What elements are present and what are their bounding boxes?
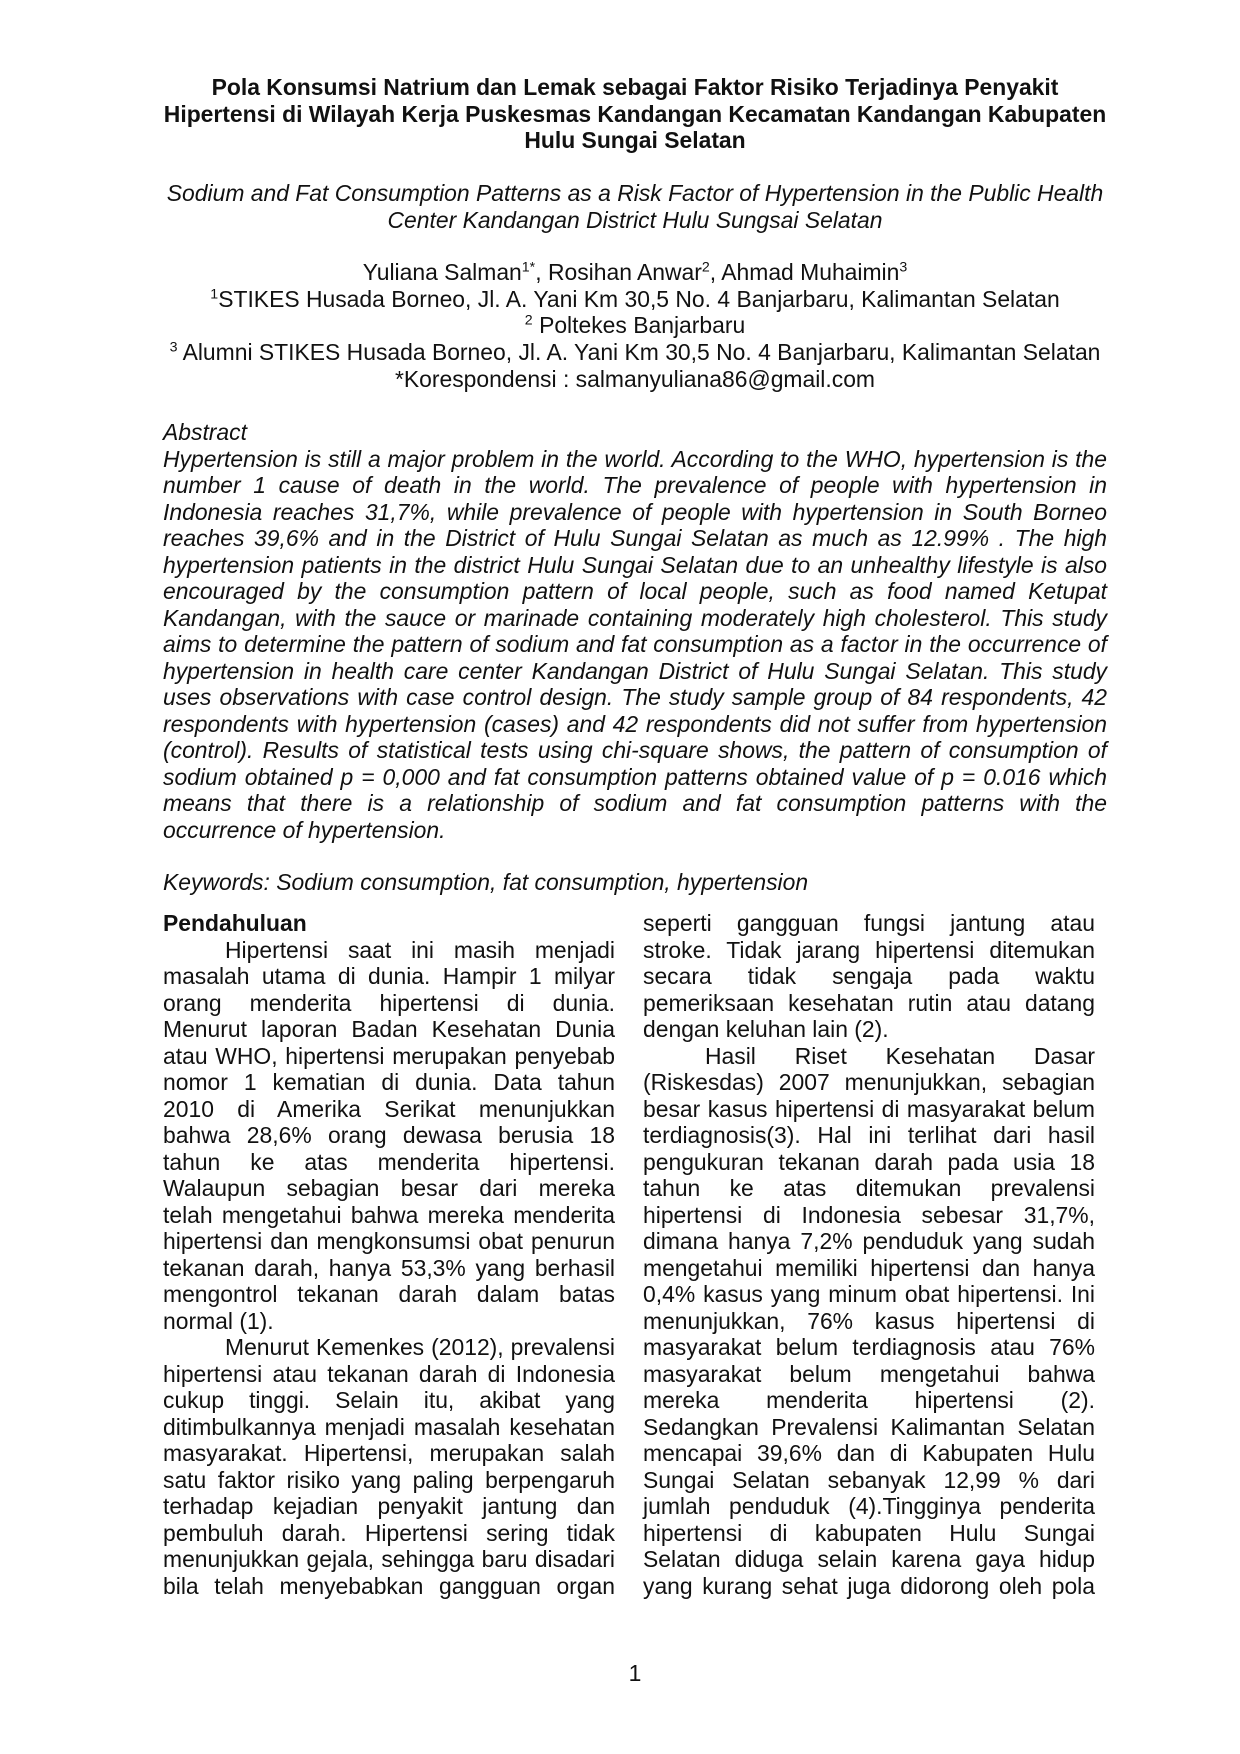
- abstract-line: means that there is a relationship of sodium and fat consumption patterns with the: [163, 790, 1107, 816]
- keywords-block: [163, 869, 1107, 896]
- body-text-line: telah mengetahui bahwa mereka menderita: [163, 1201, 615, 1228]
- body-text-line: dengan keluhan lain (2).: [643, 1016, 889, 1042]
- body-text-line: tahun ke atas ditemukan prevalensi: [643, 1175, 1095, 1201]
- author-name: , Rosihan Anwar: [535, 259, 702, 285]
- abstract-line: aims to determine the pattern of sodium and fat consumption as a factor in the occurrence of: [163, 631, 1107, 657]
- abstract-line: reaches 39,6% and in the District of Hulu Sungai Selatan as much as 12.99% . The high: [163, 525, 1107, 551]
- section-heading: Pendahuluan: [163, 910, 307, 936]
- body-text-line: yang kurang sehat juga didorong oleh pola: [643, 1572, 1095, 1599]
- body-text-line: nomor 1 kematian di dunia. Data tahun: [163, 1069, 615, 1095]
- body-text-line: mengetahui memiliki hipertensi dan hanya: [643, 1254, 1095, 1281]
- abstract-line: hypertension in health care center Kandangan District of Hulu Sungai Selatan. This study: [163, 657, 1107, 684]
- abstract-heading: Abstract: [163, 419, 247, 445]
- body-text-line: orang menderita hipertensi di dunia.: [163, 989, 615, 1016]
- body-text-line: Menurut Kemenkes (2012), prevalensi: [225, 1334, 615, 1360]
- body-text-line: hipertensi di kabupaten Hulu Sungai: [643, 1519, 1095, 1546]
- body-text-line: besar kasus hipertensi di masyarakat belum: [643, 1095, 1095, 1122]
- body-text-line: mereka menderita hipertensi (2).: [643, 1387, 1095, 1413]
- body-text-line: dimana hanya 7,2% penduduk yang sudah: [643, 1228, 1095, 1254]
- author-affiliation-marker: 2: [701, 259, 710, 276]
- abstract-line: encouraged by the consumption pattern of local people, such as food named Ketupat: [163, 578, 1107, 604]
- body-text-line: menunjukkan gejala, sehingga baru disadari: [163, 1546, 615, 1572]
- body-text-line: menunjukkan, 76% kasus hipertensi di: [643, 1307, 1095, 1334]
- paper-title-line: Hulu Sungai Selatan: [524, 127, 746, 153]
- paper-title-line: Hipertensi di Wilayah Kerja Puskesmas Kandangan Kecamatan Kandangan Kabupaten: [163, 100, 1107, 127]
- abstract-line: Indonesia reaches 31,7%, while prevalence of people with hypertension in South Borneo: [163, 498, 1107, 525]
- affiliation-line: [163, 286, 1107, 313]
- body-text-line: normal (1).: [163, 1307, 274, 1334]
- body-text-line: tahun ke atas menderita hipertensi.: [163, 1148, 615, 1175]
- body-text-line: stroke. Tidak jarang hipertensi ditemukan: [643, 936, 1095, 963]
- body-text-line: masalah utama di dunia. Hampir 1 milyar: [163, 963, 615, 989]
- body-text-line: jumlah penduduk (4).Tingginya penderita: [643, 1493, 1095, 1519]
- body-text-line: 0,4% kasus yang minum obat hipertensi. Ini: [643, 1281, 1095, 1307]
- body-text-line: 2010 di Amerika Serikat menunjukkan: [163, 1095, 615, 1122]
- abstract-line: hypertension patients in the district Hulu Sungai Selatan due to an unhealthy lifestyle is also: [163, 551, 1107, 578]
- body-text-line: seperti gangguan fungsi jantung atau: [643, 910, 1095, 936]
- abstract-line: Kandangan, with the sauce or marinade containing moderately high cholesterol. This study: [163, 604, 1107, 631]
- keywords-line: Keywords: Sodium consumption, fat consumption, hypertension: [163, 869, 809, 895]
- body-text-line: Menurut laporan Badan Kesehatan Dunia: [163, 1016, 615, 1042]
- author-affiliation-marker: 3: [899, 259, 908, 276]
- affiliation-marker: 2: [524, 312, 533, 329]
- affiliation-text: Poltekes Banjarbaru: [539, 312, 746, 339]
- author-list: [163, 259, 1107, 286]
- body-text-line: masyarakat belum terdiagnosis atau 76%: [643, 1334, 1095, 1360]
- paper-title: [163, 74, 1107, 154]
- body-text-line: hipertensi di Indonesia sebesar 31,7%,: [643, 1201, 1095, 1228]
- affiliation-marker: 3: [169, 339, 178, 356]
- body-text-line: ditimbulkannya menjadi masalah kesehatan: [163, 1413, 615, 1440]
- body-text-line: Selatan diduga selain karena gaya hidup: [643, 1546, 1095, 1572]
- paper-subtitle-line: Center Kandangan District Hulu Sungsai Selatan: [387, 206, 883, 233]
- affiliation-marker: 1: [210, 286, 219, 303]
- body-text-line: pengukuran tekanan darah pada usia 18: [643, 1148, 1095, 1175]
- abstract-line: sodium obtained p = 0,000 and fat consumption patterns obtained value of p = 0.016 which: [163, 763, 1107, 790]
- body-text-line: masyarakat. Hipertensi, merupakan salah: [163, 1440, 615, 1466]
- body-text-line: bila telah menyebabkan gangguan organ: [163, 1572, 615, 1599]
- correspondence-line: *Korespondensi : salmanyuliana86@gmail.com: [394, 365, 876, 392]
- abstract-line: (control). Results of statistical tests using chi-square shows, the pattern of consumption of: [163, 737, 1107, 763]
- body-text-line: cukup tinggi. Selain itu, akibat yang: [163, 1387, 615, 1413]
- body-text-line: (Riskesdas) 2007 menunjukkan, sebagian: [643, 1069, 1095, 1095]
- body-text-line: Sedangkan Prevalensi Kalimantan Selatan: [643, 1413, 1095, 1440]
- right-column: [643, 910, 1095, 1599]
- body-text-line: terhadap kejadian penyakit jantung dan: [163, 1493, 615, 1519]
- body-text-line: Sungai Selatan sebanyak 12,99 % dari: [643, 1466, 1095, 1493]
- body-text-line: Hasil Riset Kesehatan Dasar: [705, 1042, 1095, 1069]
- body-text-line: bahwa 28,6% orang dewasa berusia 18: [163, 1122, 615, 1148]
- author-name: , Ahmad Muhaimin: [709, 259, 900, 285]
- body-text-line: Hipertensi saat ini masih menjadi: [225, 936, 615, 963]
- affiliation-text: Alumni STIKES Husada Borneo, Jl. A. Yani Km 30,5 No. 4 Banjarbaru, Kalimantan Selatan: [182, 339, 1101, 366]
- body-text-line: hipertensi atau tekanan darah di Indonesia: [163, 1360, 615, 1387]
- author-name: Yuliana Salman: [362, 259, 522, 285]
- paper-subtitle: [163, 180, 1107, 233]
- body-text-line: secara tidak sengaja pada waktu: [643, 963, 1095, 989]
- body-text-line: pemeriksaan kesehatan rutin atau datang: [643, 989, 1095, 1016]
- affiliation-text: STIKES Husada Borneo, Jl. A. Yani Km 30,5 No. 4 Banjarbaru, Kalimantan Selatan: [218, 285, 1060, 312]
- affiliation-line: [163, 312, 1107, 339]
- body-text-line: mencapai 39,6% dan di Kabupaten Hulu: [643, 1440, 1095, 1466]
- abstract-line: occurrence of hypertension.: [163, 816, 446, 843]
- abstract-block: [163, 419, 1107, 843]
- left-column: [163, 910, 615, 1599]
- body-text-line: terdiagnosis(3). Hal ini terlihat dari hasil: [643, 1122, 1095, 1148]
- body-text-line: tekanan darah, hanya 53,3% yang berhasil: [163, 1254, 615, 1281]
- affiliation-line: [163, 339, 1107, 366]
- abstract-line: Hypertension is still a major problem in the world. According to the WHO, hypertension is the: [163, 445, 1107, 472]
- body-text-line: mengontrol tekanan darah dalam batas: [163, 1281, 615, 1307]
- body-text-line: Walaupun sebagian besar dari mereka: [163, 1175, 615, 1201]
- author-affiliation-marker: 1*: [521, 259, 536, 276]
- abstract-line: number 1 cause of death in the world. The prevalence of people with hypertension in: [163, 472, 1107, 498]
- abstract-line: uses observations with case control design. The study sample group of 84 respondents, 42: [163, 684, 1107, 710]
- paper-subtitle-line: Sodium and Fat Consumption Patterns as a Risk Factor of Hypertension in the Public Health: [166, 180, 1104, 206]
- abstract-line: respondents with hypertension (cases) and 42 respondents did not suffer from hypertension: [163, 710, 1107, 737]
- body-text-line: atau WHO, hipertensi merupakan penyebab: [163, 1042, 615, 1069]
- body-text-line: pembuluh darah. Hipertensi sering tidak: [163, 1519, 615, 1546]
- page-footer: [163, 1660, 1107, 1687]
- body-text-line: satu faktor risiko yang paling berpengaruh: [163, 1466, 615, 1493]
- body-text-line: masyarakat belum mengetahui bahwa: [643, 1360, 1095, 1387]
- body-text-line: hipertensi dan mengkonsumsi obat penurun: [163, 1228, 615, 1254]
- author-block: [163, 259, 1107, 392]
- page-number: 1: [628, 1660, 642, 1686]
- paper-title-line: Pola Konsumsi Natrium dan Lemak sebagai Faktor Risiko Terjadinya Penyakit: [211, 74, 1059, 100]
